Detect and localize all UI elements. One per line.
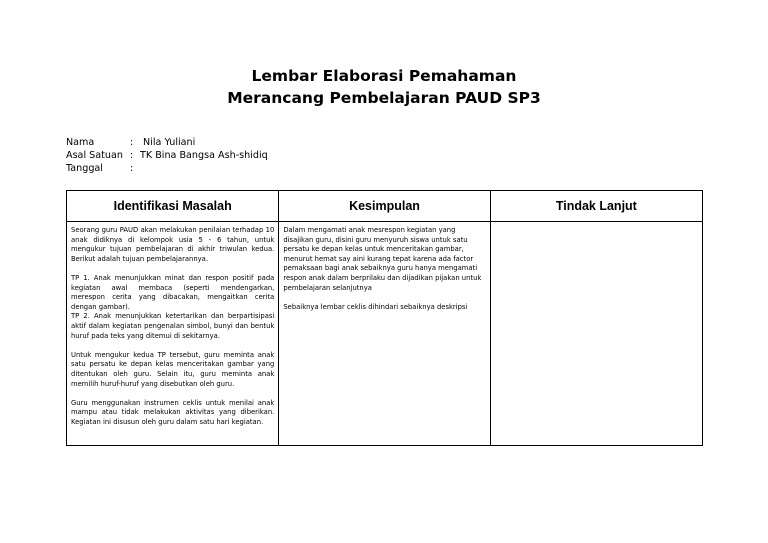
header-kesimpulan: Kesimpulan [279, 191, 490, 222]
identifikasi-paragraph-2: TP 1. Anak menunjukkan minat dan respon positif pada kegiatan awal membaca (seperti mendengarkan, merespon cerita yang dibacakan, mengaitkan cerita dengan gambar). [71, 273, 275, 311]
info-row-nama [66, 136, 268, 149]
identifikasi-paragraph-1: Seorang guru PAUD akan melakukan penilaian terhadap 10 anak didiknya di kelompok usia 5 - 6 tahun, untuk mengukur tujuan pembelajaran di akhir triwulan kedua. Berikut adalah tujuan pembelajarannya. [71, 226, 275, 263]
elaboration-table [66, 190, 703, 446]
info-colon: : [130, 150, 134, 162]
cell-identifikasi-masalah[interactable] [67, 222, 279, 446]
info-label: Nama [66, 137, 95, 148]
identity-block [66, 136, 268, 176]
header-identifikasi-masalah: Identifikasi Masalah [67, 191, 279, 222]
info-label: Tanggal [66, 163, 103, 175]
kesimpulan-paragraph-1: Dalam mengamati anak mesrespon kegiatan yang disajikan guru, disini guru menyuruh siswa untuk satu persatu ke depan kelas untuk menceritakan gambar, menurut hemat say aini kurang tepat karena ada factor pemaksaan bagi anak sebaiknya guru hanya mengamati respon anak dalam berprilaku dan dijadikan pijakan untuk pembelajaran selanjutnya [283, 226, 482, 292]
kesimpulan-paragraph-2: Sebaiknya lembar ceklis dihindari sebaiknya deskripsi [283, 302, 468, 311]
info-value-nama: Nila Yuliani [140, 137, 196, 148]
info-row-tanggal [66, 162, 268, 175]
identifikasi-paragraph-3: TP 2. Anak menunjukkan ketertarikan dan berpartisipasi aktif dalam kegiatan pengenalan simbol, bunyi dan bentuk huruf pada teks yang ditemui di sekitarnya. [71, 312, 275, 340]
table-header-row [67, 191, 703, 222]
identifikasi-paragraph-5: Guru menggunakan instrumen ceklis untuk menilai anak mampu atau tidak melakukan aktivitas yang diberikan. Kegiatan ini disusun oleh guru dalam satu hari kegiatan. [71, 398, 275, 426]
info-value-asal-satuan: TK Bina Bangsa Ash-shidiq [140, 150, 268, 162]
header-tindak-lanjut: Tindak Lanjut [490, 191, 702, 222]
cell-kesimpulan[interactable] [279, 222, 490, 446]
info-row-asal-satuan [66, 149, 268, 162]
cell-tindak-lanjut[interactable] [490, 222, 702, 446]
table-row [67, 222, 703, 446]
page-title: Lembar Elaborasi Pemahaman [251, 67, 517, 85]
page-subtitle: Merancang Pembelajaran PAUD SP3 [227, 89, 541, 107]
info-label: Asal Satuan [66, 150, 123, 162]
info-colon: : [130, 137, 134, 148]
identifikasi-paragraph-4: Untuk mengukur kedua TP tersebut, guru meminta anak satu persatu ke depan kelas menceritakan gambar yang ditentukan oleh guru. Selain itu, guru meminta anak memilih huruf-huruf yang disebutkan oleh guru. [71, 350, 275, 388]
info-colon: : [130, 163, 134, 175]
